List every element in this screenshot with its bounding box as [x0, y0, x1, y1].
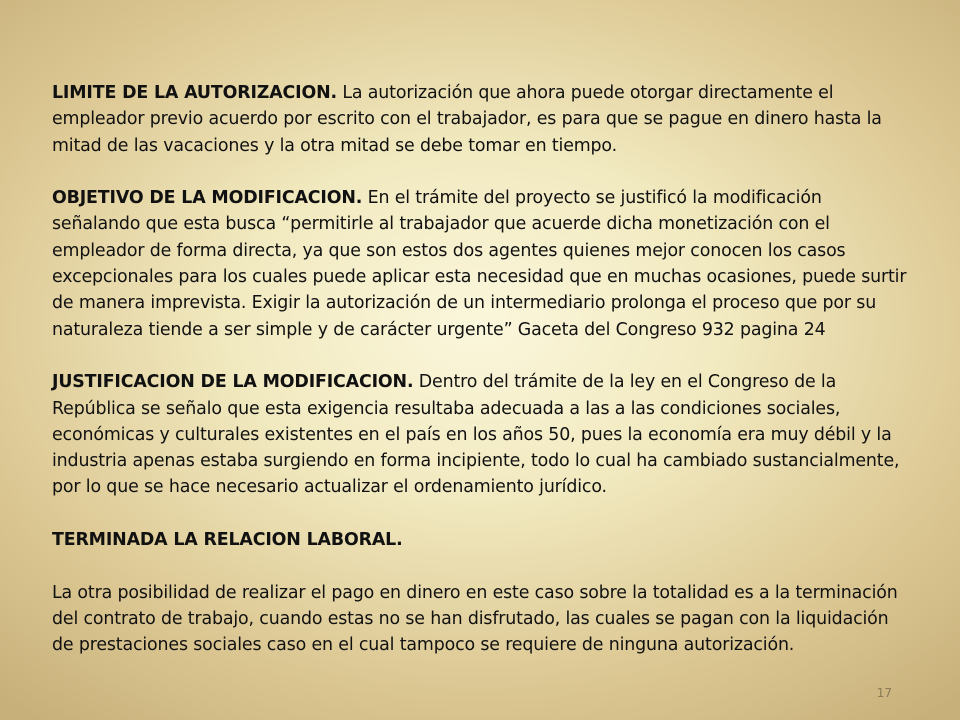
text-limite-autorizacion: La autorización que ahora puede otorgar directamente el empleador previo acuerdo por escrito con el trabajador, es para que se pague en dinero hasta la mitad de las vacaciones y la otra mitad se debe tomar en tiempo. — [52, 83, 882, 156]
page-number: 17 — [876, 686, 892, 700]
text-objetivo-modificacion: En el trámite del proyecto se justificó la modificación señalando que esta busca “permitirle al trabajador que acuerde dicha monetización con el empleador de forma directa, ya que son estos dos agentes quienes mejor conocen los casos excepcionales para los cuales puede aplicar esta necesidad que en muchas ocasiones, puede surtir de manera imprevista. Exigir la autorización de un intermediario prolonga el proceso que por su naturaleza tiende a ser simple y de carácter urgente” Gaceta del Congreso 932 pagina 24 — [52, 188, 907, 340]
heading-objetivo-modificacion: OBJETIVO DE LA MODIFICACION. — [52, 188, 363, 209]
paragraph-otra-posibilidad — [52, 580, 912, 659]
paragraph-justificacion-modificacion — [52, 369, 912, 500]
paragraph-objetivo-modificacion — [52, 185, 912, 343]
heading-limite-autorizacion: LIMITE DE LA AUTORIZACION. — [52, 83, 337, 103]
heading-justificacion-modificacion: JUSTIFICACION DE LA MODIFICACION. — [52, 372, 414, 393]
paragraph-terminada-relacion — [52, 527, 912, 553]
paragraph-limite-autorizacion — [52, 80, 912, 159]
text-justificacion-modificacion: Dentro del trámite de la ley en el Congreso de la República se señalo que esta exigencia resultaba adecuada a las a las condiciones sociales, económicas y culturales existentes en el país en los años 50, pues la economía era muy débil y la industria apenas estaba surgiendo en forma incipiente, todo lo cual ha cambiado sustancialmente, por lo que se hace necesario actualizar el ordenamiento jurídico. — [52, 372, 900, 498]
slide-body — [52, 80, 912, 685]
text-otra-posibilidad: La otra posibilidad de realizar el pago en dinero en este caso sobre la totalidad es a la terminación del contrato de trabajo, cuando estas no se han disfrutado, las cuales se pagan con la liquidación de prestaciones sociales caso en el cual tampoco se requiere de ninguna autorización. — [52, 582, 898, 656]
heading-terminada-relacion: TERMINADA LA RELACION LABORAL. — [52, 530, 403, 551]
